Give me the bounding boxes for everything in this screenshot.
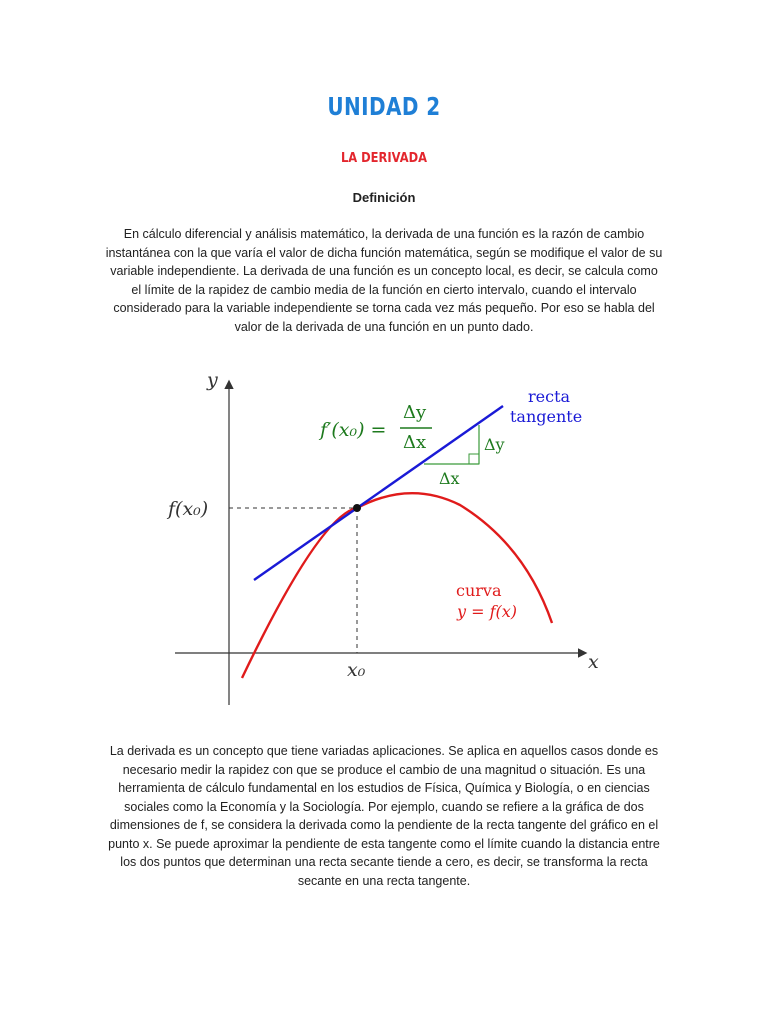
formula-numerator: Δy bbox=[403, 402, 427, 423]
delta-x-label: Δx bbox=[439, 469, 460, 488]
page-subtitle: LA DERIVADA bbox=[340, 150, 428, 166]
derivative-figure bbox=[160, 360, 620, 710]
tangent-label-line2: tangente bbox=[510, 407, 583, 426]
curve-f bbox=[242, 493, 552, 678]
applications-paragraph: La derivada es un concepto que tiene variadas aplicaciones. Se aplica en aquellos casos donde es necesario medir la rapidez con que se produce el cambio de una magnitud o situación. Es una herramienta de cálculo fundamental en los estudios de Física, Química y Biología, o en ciencias sociales como la Economía y la Sociología. Por ejemplo, cuando se refiere a la gráfica de dos dimensiones de f, se considera la derivada como la pendiente de la recta tangente del gráfico en el punto x. Se puede aproximar la pendiente de esta tangente como el límite cuando la distancia entre los dos puntos que determinan una recta secante tiende a cero, es decir, se transforma la recta secante en una recta tangente. bbox=[108, 744, 660, 888]
formula-denominator: Δx bbox=[403, 432, 427, 453]
curve-label-line1: curva bbox=[456, 581, 502, 600]
section-heading: Definición bbox=[352, 190, 416, 205]
formula-lhs: f′(x₀) = bbox=[320, 419, 387, 441]
fx0-label: f(x₀) bbox=[168, 498, 209, 520]
curve-label-line2: y = f(x) bbox=[457, 602, 518, 621]
tangent-label-line1: recta bbox=[528, 387, 571, 406]
delta-y-label: Δy bbox=[484, 435, 505, 454]
x0-label: x₀ bbox=[347, 659, 366, 681]
intro-paragraph: En cálculo diferencial y análisis matemático, la derivada de una función es la razón de cambio instantánea con la que varía el valor de dicha función matemática, según se modifique el valor de su variable independiente. La derivada de una función es un concepto local, es decir, se calcula como el límite de la rapidez de cambio media de la función en cierto intervalo, cuando el intervalo considerado para la variable independiente se torna cada vez más pequeño. Por eso se habla del valor de la derivada de una función en un punto dado. bbox=[105, 227, 663, 334]
page-title: UNIDAD 2 bbox=[327, 92, 441, 121]
tangent-point bbox=[353, 504, 361, 512]
x-axis-label: x bbox=[588, 651, 599, 673]
right-angle-mark bbox=[469, 454, 479, 464]
y-axis-label: y bbox=[207, 369, 218, 391]
